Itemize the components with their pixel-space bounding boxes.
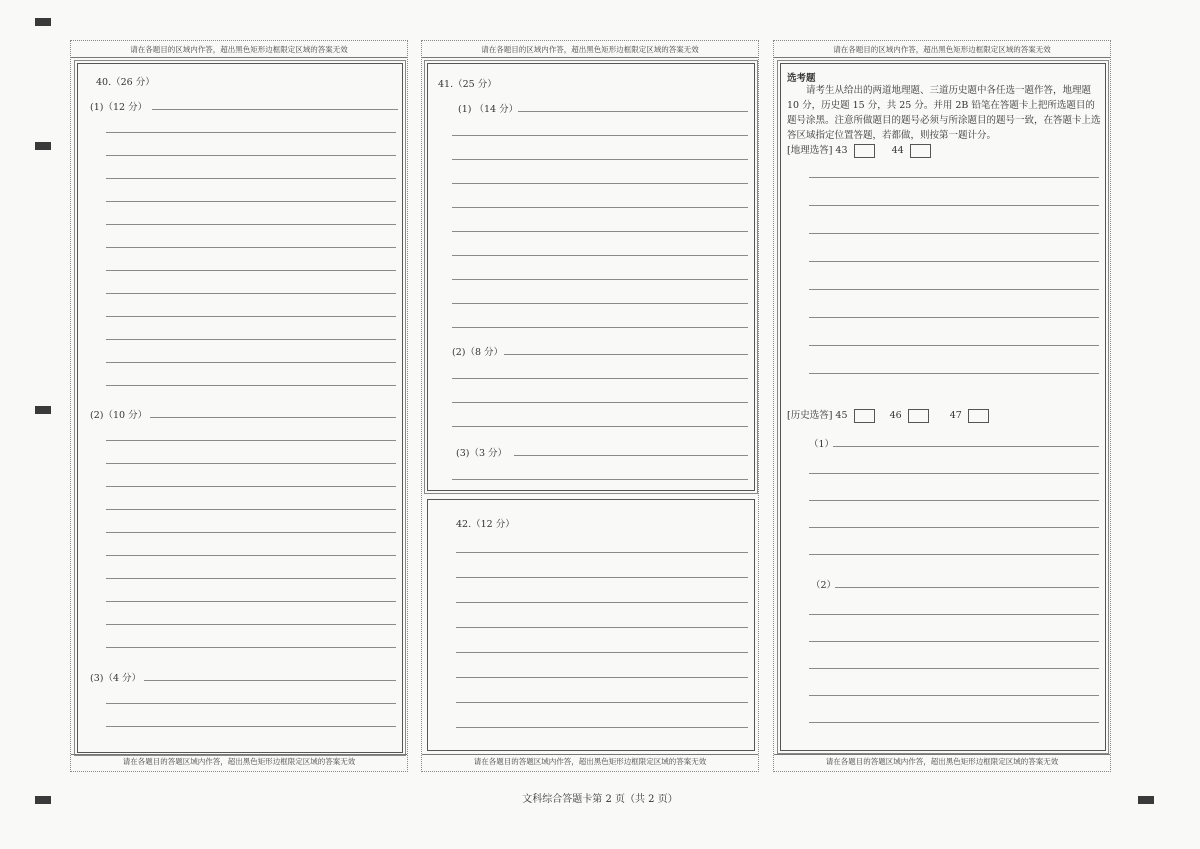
- answer-line[interactable]: [456, 552, 748, 553]
- choice-box-44[interactable]: [910, 144, 931, 158]
- answer-line[interactable]: [809, 722, 1099, 723]
- answer-line[interactable]: [833, 446, 1099, 447]
- answer-line[interactable]: [809, 289, 1099, 290]
- answer-line[interactable]: [106, 532, 396, 533]
- answer-line[interactable]: [452, 255, 748, 256]
- answer-line[interactable]: [152, 109, 398, 110]
- answer-line[interactable]: [809, 641, 1099, 642]
- answer-line[interactable]: [106, 624, 396, 625]
- answer-line[interactable]: [452, 279, 748, 280]
- elective-instructions: 请考生从给出的两道地理题、三道历史题中各任选一题作答，地理题 10 分，历史题 15 分，共 25 分。并用 2B 铅笔在答题卡上把所选题目的题号涂黑。注意所做题目的题号必须与所涂题目的题号一致，在答题卡上选答区域指定位置答题，若都做，则按第一题计分。: [787, 85, 1101, 141]
- choice-box-43[interactable]: [854, 144, 875, 158]
- answer-line[interactable]: [106, 293, 396, 294]
- question-41-part-3-label: (3)（3 分）: [456, 448, 508, 459]
- answer-line[interactable]: [106, 339, 396, 340]
- answer-line[interactable]: [452, 231, 748, 232]
- answer-line[interactable]: [106, 247, 396, 248]
- answer-line[interactable]: [106, 463, 396, 464]
- answer-box-elective: [780, 63, 1106, 751]
- answer-line[interactable]: [452, 327, 748, 328]
- answer-line[interactable]: [106, 555, 396, 556]
- question-40-part-1-label: (1)（12 分）: [90, 102, 148, 113]
- answer-line[interactable]: [452, 479, 748, 480]
- answer-line[interactable]: [150, 417, 396, 418]
- answer-line[interactable]: [809, 554, 1099, 555]
- question-41-title: 41.（25 分）: [438, 79, 497, 90]
- answer-line[interactable]: [835, 587, 1099, 588]
- answer-line[interactable]: [809, 373, 1099, 374]
- answer-line[interactable]: [106, 703, 396, 704]
- answer-line[interactable]: [809, 317, 1099, 318]
- answer-line[interactable]: [809, 345, 1099, 346]
- answer-line[interactable]: [106, 486, 396, 487]
- history-choice-row: [787, 407, 989, 423]
- question-41-part-2-label: (2)（8 分）: [452, 347, 504, 358]
- question-40-part-2-label: (2)（10 分）: [90, 410, 148, 421]
- answer-box-q40: [77, 63, 403, 753]
- choice-number-44: 44: [891, 145, 904, 156]
- answer-line[interactable]: [106, 362, 396, 363]
- choice-box-46[interactable]: [908, 409, 929, 423]
- choice-number-46: 46: [889, 410, 902, 421]
- answer-line[interactable]: [144, 680, 396, 681]
- answer-line[interactable]: [106, 578, 396, 579]
- answer-line[interactable]: [106, 132, 396, 133]
- history-part-2-label: （2）: [811, 580, 837, 591]
- answer-line[interactable]: [106, 647, 396, 648]
- geography-choice-label: [地理选答] 43: [787, 145, 848, 156]
- answer-line[interactable]: [518, 111, 748, 112]
- column-footer-notice: 请在各题目的答题区域内作答，超出黑色矩形边框限定区域的答案无效: [774, 754, 1110, 769]
- answer-line[interactable]: [809, 527, 1099, 528]
- column-header-notice: 请在各题目的区域内作答，超出黑色矩形边框限定区域的答案无效: [422, 43, 758, 58]
- answer-line[interactable]: [452, 402, 748, 403]
- answer-line[interactable]: [456, 702, 748, 703]
- choice-box-47[interactable]: [968, 409, 989, 423]
- answer-line[interactable]: [456, 727, 748, 728]
- answer-line[interactable]: [809, 500, 1099, 501]
- answer-line[interactable]: [504, 354, 748, 355]
- question-40-part-3-label: (3)（4 分）: [90, 673, 142, 684]
- answer-line[interactable]: [809, 668, 1099, 669]
- answer-line[interactable]: [106, 155, 396, 156]
- column-footer-notice: 请在各题目的答题区域内作答，超出黑色矩形边框限定区域的答案无效: [422, 754, 758, 769]
- geography-choice-row: [787, 142, 931, 158]
- answer-line[interactable]: [106, 385, 396, 386]
- answer-line[interactable]: [456, 577, 748, 578]
- page-number-footer: 文科综合答题卡第 2 页（共 2 页）: [522, 794, 678, 805]
- answer-line[interactable]: [809, 473, 1099, 474]
- answer-line[interactable]: [456, 677, 748, 678]
- answer-box-q41: [427, 63, 755, 491]
- answer-line[interactable]: [456, 652, 748, 653]
- answer-line[interactable]: [452, 207, 748, 208]
- answer-line[interactable]: [106, 440, 396, 441]
- answer-line[interactable]: [809, 695, 1099, 696]
- question-41-part-1-label: (1) （14 分）: [458, 104, 519, 115]
- question-40-title: 40.（26 分）: [96, 77, 155, 88]
- choice-number-47: 47: [949, 410, 962, 421]
- answer-line[interactable]: [452, 159, 748, 160]
- answer-column-1: [70, 40, 408, 772]
- column-footer-notice: 请在各题目的答题区域内作答，超出黑色矩形边框限定区域的答案无效: [71, 754, 407, 769]
- history-part-1-label: （1）: [809, 439, 835, 450]
- answer-line[interactable]: [106, 726, 396, 727]
- registration-mark: [35, 18, 51, 26]
- answer-line[interactable]: [809, 233, 1099, 234]
- answer-column-2: [421, 40, 759, 772]
- registration-mark: [35, 142, 51, 150]
- answer-line[interactable]: [809, 614, 1099, 615]
- answer-line[interactable]: [106, 270, 396, 271]
- column-header-notice: 请在各题目的区域内作答，超出黑色矩形边框限定区域的答案无效: [774, 43, 1110, 58]
- answer-line[interactable]: [809, 261, 1099, 262]
- answer-line[interactable]: [452, 135, 748, 136]
- history-choice-label: [历史选答] 45: [787, 410, 848, 421]
- answer-line[interactable]: [106, 201, 396, 202]
- answer-line[interactable]: [456, 602, 748, 603]
- answer-column-3: [773, 40, 1111, 772]
- answer-line[interactable]: [514, 455, 748, 456]
- answer-line[interactable]: [456, 627, 748, 628]
- elective-title: 选考题: [787, 73, 816, 84]
- answer-line[interactable]: [809, 177, 1099, 178]
- column-header-notice: 请在各题目的区域内作答，超出黑色矩形边框限定区域的答案无效: [71, 43, 407, 58]
- answer-box-q42: [427, 499, 755, 751]
- answer-line[interactable]: [452, 303, 748, 304]
- answer-line[interactable]: [106, 178, 396, 179]
- choice-box-45[interactable]: [854, 409, 875, 423]
- question-42-title: 42.（12 分）: [456, 519, 515, 530]
- answer-line[interactable]: [452, 378, 748, 379]
- answer-line[interactable]: [809, 205, 1099, 206]
- answer-line[interactable]: [106, 316, 396, 317]
- answer-line[interactable]: [106, 509, 396, 510]
- registration-mark: [35, 406, 51, 414]
- answer-line[interactable]: [452, 426, 748, 427]
- answer-line[interactable]: [106, 224, 396, 225]
- answer-line[interactable]: [452, 183, 748, 184]
- answer-line[interactable]: [106, 601, 396, 602]
